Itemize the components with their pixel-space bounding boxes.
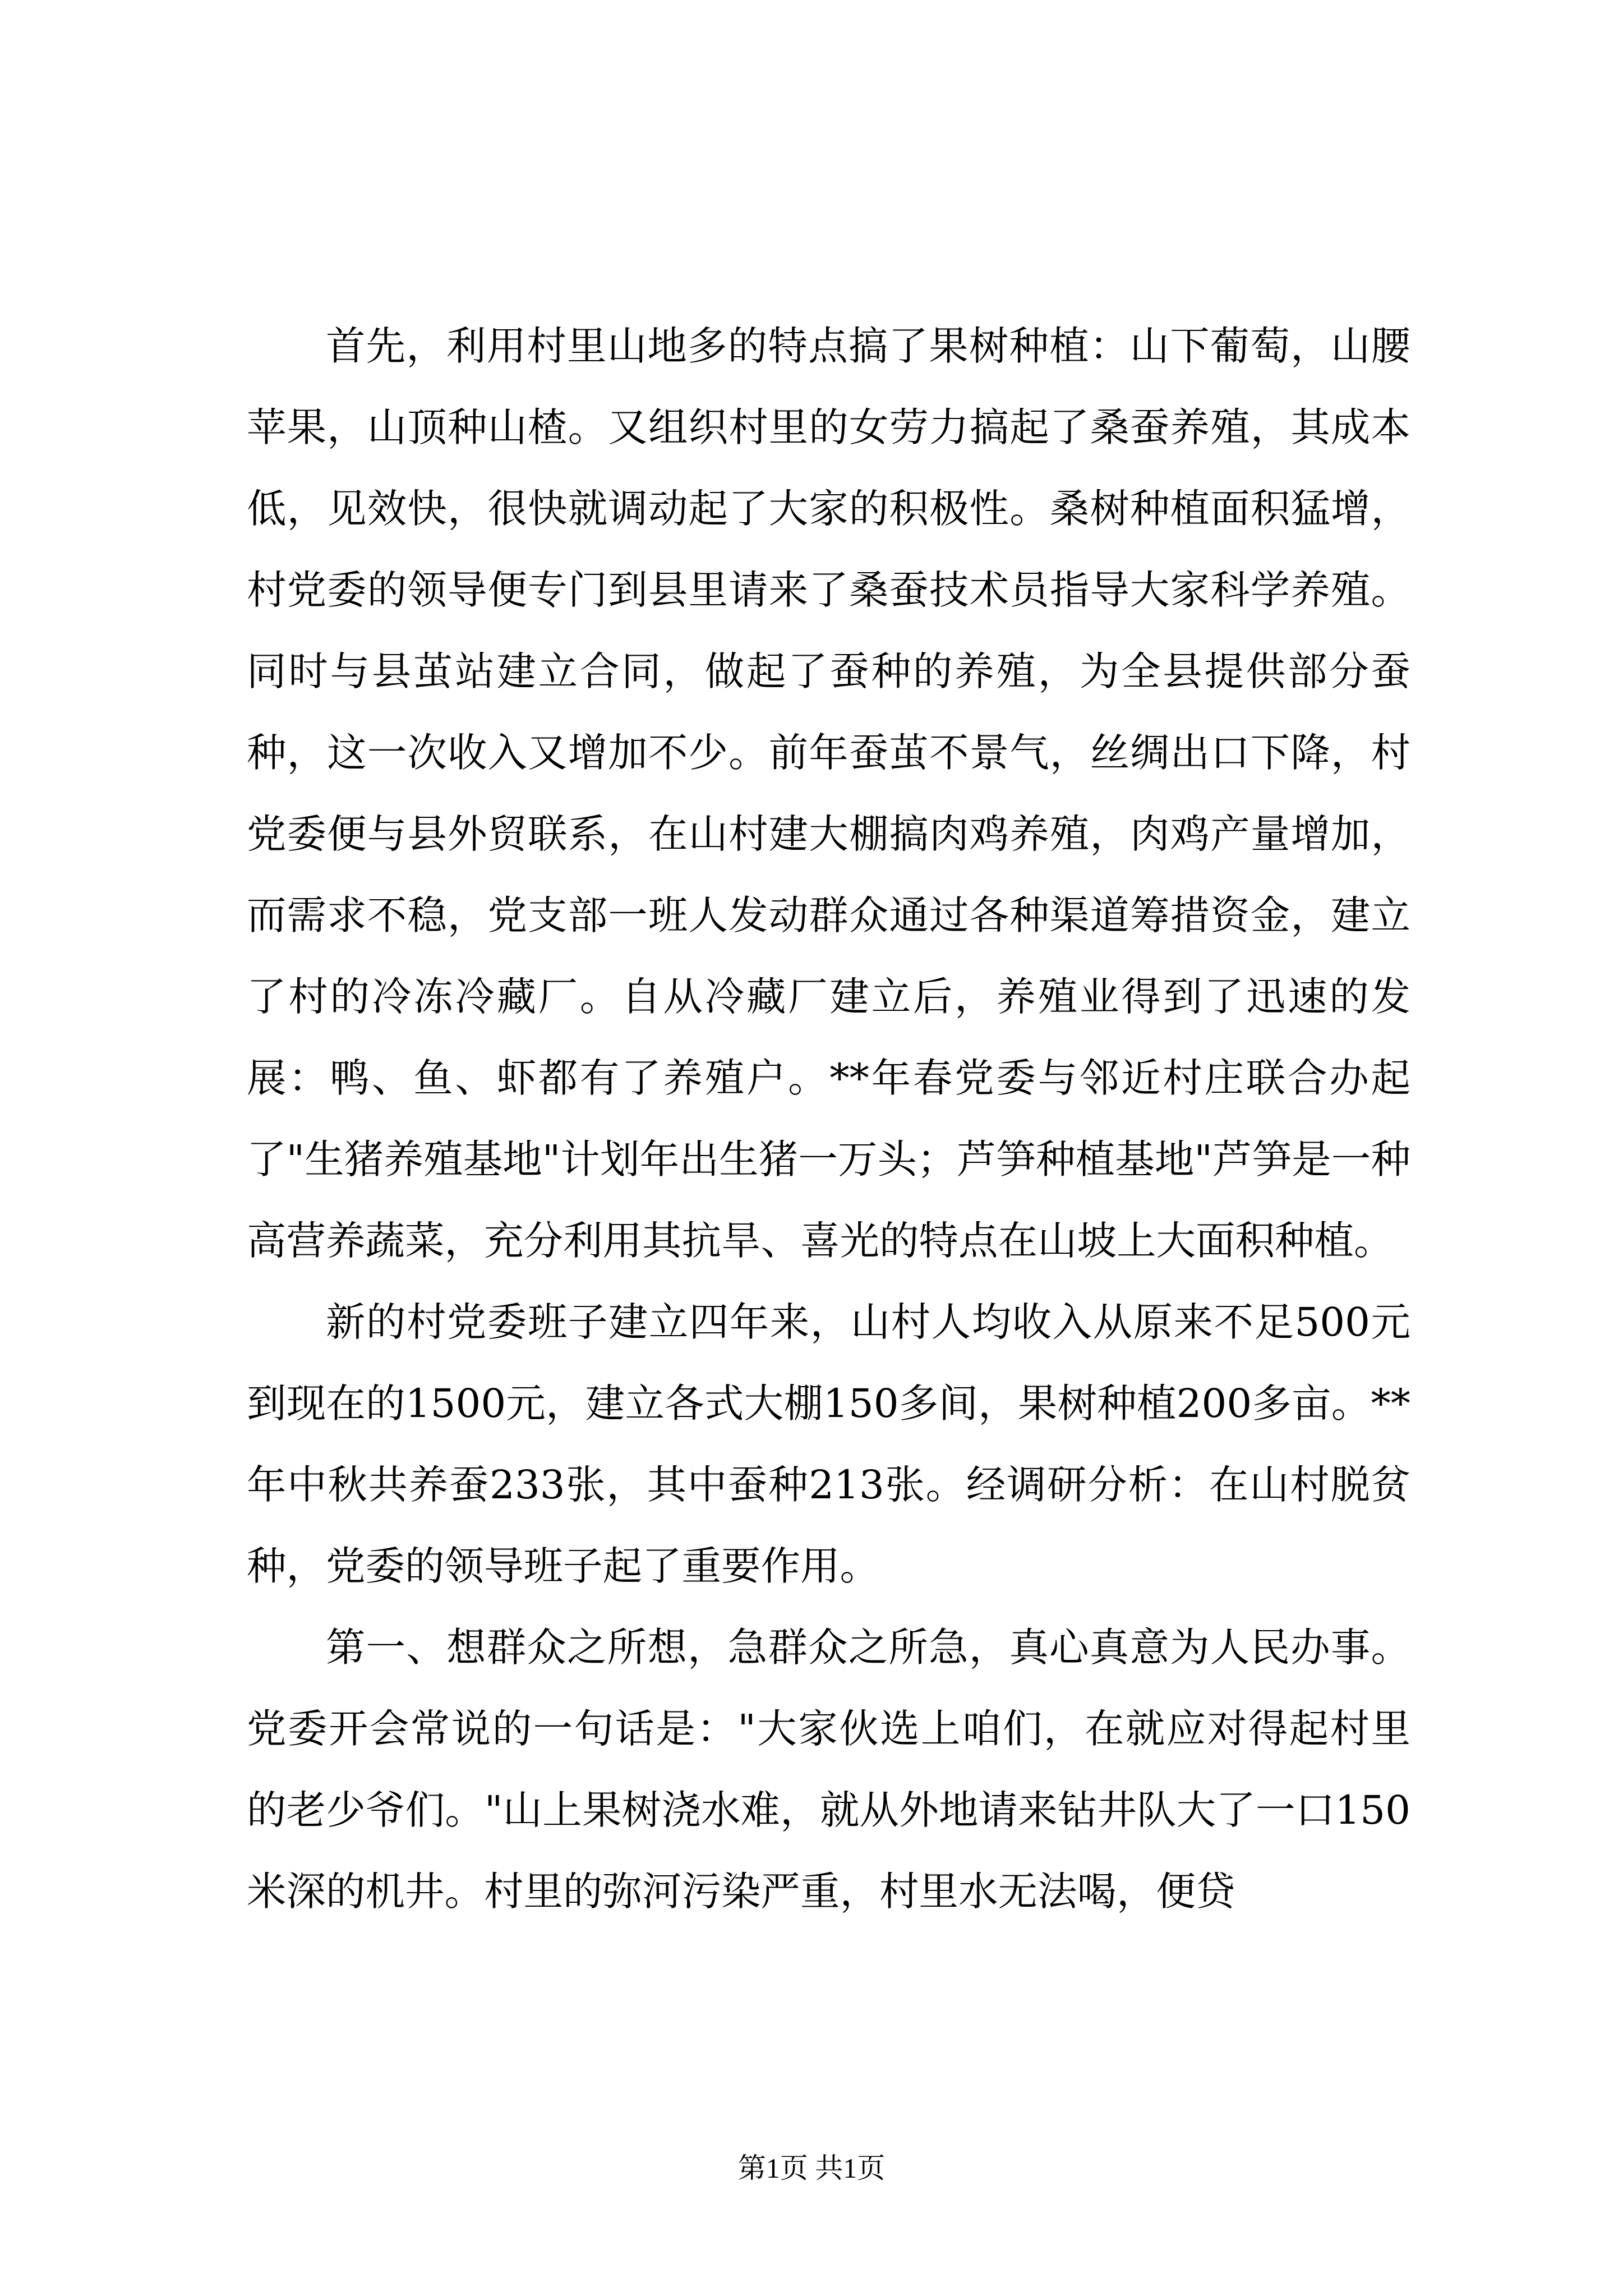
page-footer: 第1页 共1页	[737, 2152, 886, 2184]
document-body	[247, 306, 1410, 1932]
paragraph-3: 第一、想群众之所想，急群众之所急，真心真意为人民办事。党委开会常说的一句话是："大家伙选上咱们，在就应对得起村里的老少爷们。"山上果树浇水难，就从外地请来钻井队大了一口150米深的机井。村里的弥河污染严重，村里水无法喝，便贷	[247, 1625, 1410, 1915]
paragraph-2: 新的村党委班子建立四年来，山村人均收入从原来不足500元到现在的1500元，建立各式大棚150多间，果树种植200多亩。**年中秋共养蚕233张，其中蚕种213张。经调研分析：在山村脱贫种，党委的领导班子起了重要作用。	[247, 1299, 1410, 1589]
paragraph-1: 首先，利用村里山地多的特点搞了果树种植：山下葡萄，山腰苹果，山顶种山楂。又组织村里的女劳力搞起了桑蚕养殖，其成本低，见效快，很快就调动起了大家的积极性。桑树种植面积猛增，村党委的领导便专门到县里请来了桑蚕技术员指导大家科学养殖。同时与县茧站建立合同，做起了蚕种的养殖，为全县提供部分蚕种，这一次收入又增加不少。前年蚕茧不景气，丝绸出口下降，村党委便与县外贸联系，在山村建大棚搞肉鸡养殖，肉鸡产量增加，而需求不稳，党支部一班人发动群众通过各种渠道筹措资金，建立了村的冷冻冷藏厂。自从冷藏厂建立后，养殖业得到了迅速的发展：鸭、鱼、虾都有了养殖户。**年春党委与邻近村庄联合办起了"生猪养殖基地"计划年出生猪一万头；芦笋种植基地"芦笋是一种高营养蔬菜，充分利用其抗旱、喜光的特点在山坡上大面积种植。	[247, 323, 1410, 1264]
